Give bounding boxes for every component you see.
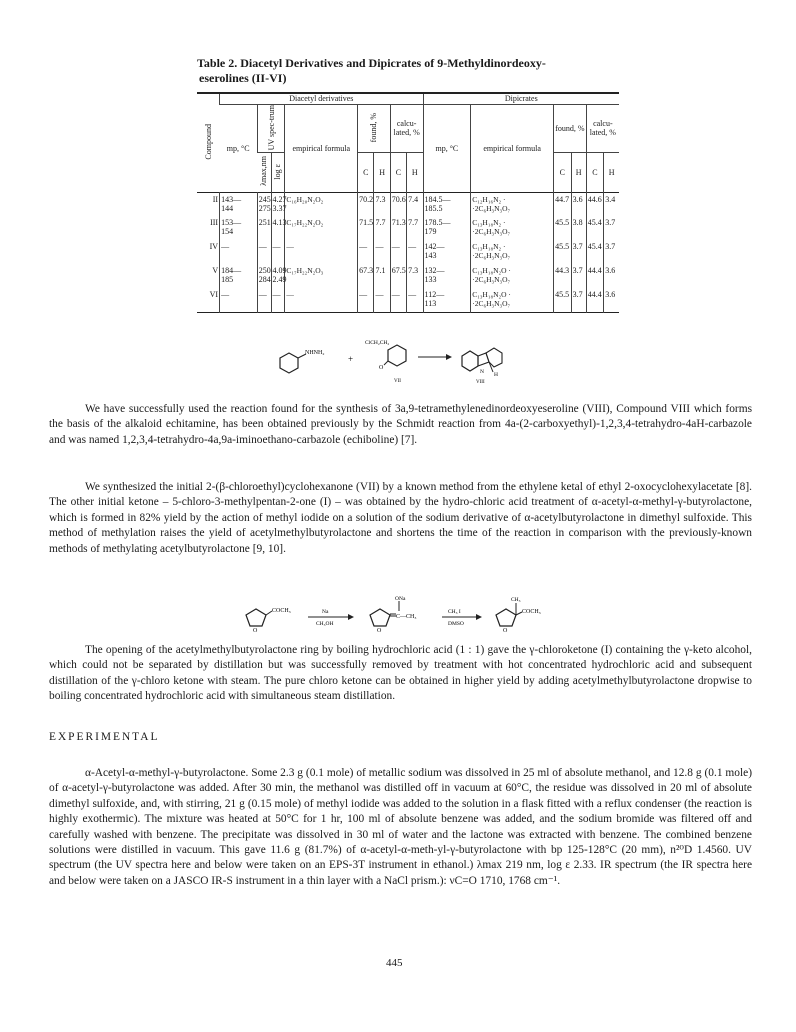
cell-cH: 7.4 (407, 192, 423, 216)
derivatives-table (197, 92, 619, 313)
cell-dmp: 178.5— 179 (423, 216, 471, 240)
cell-loge: 4.13 (271, 216, 285, 240)
cell-dformula: C₁₃H₁₈N₂O · ·2C₆H₃N₃O₇ (471, 288, 554, 312)
cell-dmp: 184.5— 185.5 (423, 192, 471, 216)
cell-formula: — (285, 240, 358, 264)
cell-fH: — (374, 240, 390, 264)
col-fc-header: C (358, 152, 374, 192)
cell-dmp: 112— 113 (423, 288, 471, 312)
cell-dcC: 45.4 (586, 216, 604, 240)
phenylhydrazine-structure (280, 350, 324, 373)
cell-dcC: 44.4 (586, 264, 604, 288)
sodium-enolate-structure (370, 596, 416, 634)
cell-fC: 71.5 (358, 216, 374, 240)
col-dformula-header: empirical formula (471, 104, 554, 192)
col-ch-header: H (407, 152, 423, 192)
cell-loge: 4.27 3.37 (271, 192, 285, 216)
col-compound-header: Compound (197, 93, 220, 192)
cell-dmp: 142— 143 (423, 240, 471, 264)
cell-loge: 4.09 2.49 (271, 264, 285, 288)
col-dfound-header: found, % (554, 104, 587, 152)
ketone-vii-structure (365, 340, 406, 384)
col-uv-header: UV spec-trum (257, 104, 285, 152)
table-row (197, 288, 619, 312)
col-mp-header: mp, °C (226, 143, 250, 153)
table-caption (197, 56, 627, 86)
chloroethyl-label: ClCH₂CH₂ (365, 340, 390, 346)
cell-formula: C₁₇H₂₂N₂O₂ (285, 216, 358, 240)
plus-sign: + (348, 354, 354, 364)
cell-dformula: C₁₃H₁₈N₂ · ·2C₆H₃N₃O₇ (471, 240, 554, 264)
cell-dcH: 3.4 (604, 192, 619, 216)
cell-dfH: 3.7 (571, 288, 586, 312)
cell-dfC: 44.3 (554, 264, 572, 288)
col-fh-header: H (374, 152, 390, 192)
cell-fC: 67.3 (358, 264, 374, 288)
cell-dformula: C₁₃H₁₈N₂ · ·2C₆H₃N₃O₇ (471, 216, 554, 240)
table-row (197, 240, 619, 264)
cell-dcH: 3.6 (604, 264, 619, 288)
methylated-lactone-structure (496, 597, 541, 634)
cell-formula: C₁₇H₂₂N₂O₃ (285, 264, 358, 288)
reaction-arrow-1 (418, 354, 452, 360)
cell-loge: — (271, 240, 285, 264)
cell-dfC: 45.5 (554, 240, 572, 264)
col-dfc-header: C (554, 152, 572, 192)
cell-lmax: — (257, 288, 271, 312)
ketone-o-label: O (379, 365, 384, 371)
paragraph-4: α-Acetyl-α-methyl-γ-butyrolactone. Some 2.3 g (0.1 mole) of metallic sodium was dissolved in 25 ml of absolute methanol, and 12.8 g (0.1 mole) of α-acetyl-γ-butyrolactone was added. After 30 min, the methanol was distilled off in vacuum at 60°C, the residue was dissolved in 20 ml of absolute dimethyl sulfoxide, and, with stirring, 21 g (0.15 mole) of methyl iodide was added to the solution in a flask fitted with a reflux condenser (the reaction is highly exothermic). The mixture was heated at 50°C for 1 hr, 100 ml of absolute benzene was added, and the sodium bromide was filtered off and carefully washed with benzene. The precipitate was dissolved in 30 ml of water and the lactone was extracted with benzene. The combined benzene solutions were distilled in vacuum. This gave 11.6 g (81.7%) of α-acetyl-α-meth-yl-γ-butyrolactone with bp 125-128°C (20 mm), n²⁰D 1.4560. UV spectrum (the UV spectra here and below were taken on an EPS-3T instrument in ethanol.) λmax 219 nm, log ε 2.33. IR spectrum (the IR spectra here and below were taken on a JASCO IR-S instrument in a thin layer with a NaCl prism.): νC=O 1710, 1768 cm⁻¹. (49, 767, 752, 887)
cell-cC: 71.3 (390, 216, 406, 240)
col-calc-header: calcu-lated, % (390, 104, 423, 152)
cell-cC: — (390, 288, 406, 312)
cell-dcH: 3.6 (604, 288, 619, 312)
cell-cmpd: IV (209, 242, 219, 252)
cell-lmax: 251 (257, 216, 271, 240)
cell-dfH: 3.8 (571, 216, 586, 240)
scheme-2 (238, 593, 568, 637)
reaction-arrow-2 (308, 609, 354, 627)
cell-cC: — (390, 240, 406, 264)
group-dipicrates-header: Dipicrates (423, 93, 619, 104)
cell-dfH: 3.6 (571, 192, 586, 216)
reaction-arrow-3 (442, 609, 482, 627)
label-vii: VII (394, 379, 401, 384)
col-dch-header: H (604, 152, 619, 192)
cell-cmpd: III (210, 218, 219, 228)
col-found-header: found, % (358, 104, 391, 152)
col-dmp-header: mp, °C (423, 104, 471, 192)
cell-fC: — (358, 288, 374, 312)
scheme-1 (270, 336, 530, 386)
cell-dformula: C₁₃H₁₈N₂O · ·2C₆H₃N₃O₇ (471, 264, 554, 288)
caption-line-1: Table 2. Diacetyl Derivatives and Dipicrates of 9-Methyldinordeoxy- (197, 56, 546, 70)
cell-fC: 70.2 (358, 192, 374, 216)
cell-dcH: 3.7 (604, 240, 619, 264)
arrow-2-bottom: CH₃OH (316, 621, 334, 627)
cell-dformula: C₁₂H₁₆N₂ · ·2C₆H₃N₃O₇ (471, 192, 554, 216)
echiboline-viii-structure (462, 348, 502, 385)
cell-cH: 7.7 (407, 216, 423, 240)
col-formula-header: empirical formula (285, 104, 358, 192)
cell-dfC: 45.5 (554, 288, 572, 312)
cell-fH: 7.1 (374, 264, 390, 288)
cell-dmp: 132— 133 (423, 264, 471, 288)
cell-fH: 7.7 (374, 216, 390, 240)
s2-sub-label: C—CH₃ (396, 614, 417, 620)
cell-mp: 143— 144 (220, 192, 258, 216)
table-row (197, 192, 619, 216)
col-cc-header: C (390, 152, 406, 192)
cell-cC: 67.5 (390, 264, 406, 288)
paragraph-3: The opening of the acetylmethylbutyrolactone ring by boiling hydrochloric acid (1 : 1) gave the γ-chloroketone (I) containing the γ-keto alcohol, which could not be separated by distillation but was successfully removed by treatment with hot concentrated hydrochloric acid and subsequent distillation of the γ-chloro ketone with steam. The pure chloro ketone can be obtained in higher yield by adding acetylmethylbutyrolactone dropwise to boiling concentrated hydrochloric acid with simultaneous steam distillation. (49, 644, 752, 703)
page-number: 445 (386, 957, 403, 969)
cell-lmax: 245 275 (257, 192, 271, 216)
s2-o-label: O (377, 628, 382, 634)
cell-fC: — (358, 240, 374, 264)
s3-sub-label: COCH₃ (522, 609, 541, 615)
col-dcalc-header: calcu-lated, % (586, 104, 619, 152)
cell-fH: — (374, 288, 390, 312)
acetylbutyrolactone-structure (246, 608, 291, 634)
cell-fH: 7.3 (374, 192, 390, 216)
cell-lmax: — (257, 240, 271, 264)
cell-cmpd: II (212, 194, 219, 204)
cell-cmpd: VI (209, 290, 219, 300)
cell-lmax: 250 284 (257, 264, 271, 288)
cell-cH: 7.3 (407, 264, 423, 288)
cell-formula: — (285, 288, 358, 312)
cell-cC: 70.6 (390, 192, 406, 216)
cell-cH: — (407, 288, 423, 312)
s3-o-label: O (503, 628, 508, 634)
paragraph-2: We synthesized the initial 2-(β-chloroethyl)cyclohexanone (VII) by a known method from the ethylene ketal of ethyl 2-oxocyclohexylacetate [8]. The other initial ketone – 5-chloro-3-methylpentan-2-one (I) – was obtained by the hydro-chloric acid treatment of α-acetyl-α-methyl-γ-butyrolactone, which is formed in 82% yield by the action of methyl iodide on a solution of the sodium derivative of α-acetylbutyrolactone in dimethyl sulfoxide. This method of methylation raises the yield of acetylmethylbutyrolactone and shortens the time of the reaction in comparison with the previously-known methods of methylating acetylbutyrolactone [9, 10]. (49, 481, 752, 555)
cell-mp: — (220, 240, 258, 264)
cell-mp: 153— 154 (220, 216, 258, 240)
cell-dfH: 3.7 (571, 264, 586, 288)
s2-top-label: ONa (395, 596, 406, 602)
paragraph-1: We have successfully used the reaction found for the synthesis of 3a,9-tetramethylenedinordeoxyeseroline (VIII), Compound VIII which forms the basis of the alkaloid echitamine, has been obtained previously by the Schmidt reaction from 4a-(2-carboxyethyl)-1,2,3,4-tetrahydro-4aH-carbazole and was named 1,2,3,4-tetrahydro-4a,9a-iminoethano-carbazole (echiboline) [7]. (49, 403, 752, 446)
col-loge-header: log ε (271, 152, 285, 192)
cell-dfC: 44.7 (554, 192, 572, 216)
col-dfh-header: H (571, 152, 586, 192)
cell-cH: — (407, 240, 423, 264)
cell-dcC: 44.6 (586, 192, 604, 216)
arrow-3-bottom: DMSO (448, 621, 464, 627)
cell-formula: C₁₆H₂₀N₂O₂ (285, 192, 358, 216)
cell-mp: 184— 185 (220, 264, 258, 288)
s1-sub-label: COCH₃ (272, 608, 291, 614)
viii-n-label: N (480, 369, 484, 375)
cell-loge: — (271, 288, 285, 312)
group-diacetyl-header: Diacetyl derivatives (220, 93, 423, 104)
caption-line-2: eserolines (II-VI) (199, 71, 287, 85)
arrow-3-top: CH₃ I (448, 609, 461, 615)
viii-h-label: H (494, 372, 498, 378)
label-viii: VIII (476, 380, 485, 385)
cell-dcH: 3.7 (604, 216, 619, 240)
cell-dfC: 45.5 (554, 216, 572, 240)
s3-top-label: CH₃ (511, 597, 521, 603)
col-dcc-header: C (586, 152, 604, 192)
s1-o-label: O (253, 628, 258, 634)
arrow-2-top: Na (322, 609, 329, 615)
cell-dcC: 45.4 (586, 240, 604, 264)
phenylhydrazine-label: NHNH₂ (305, 350, 325, 356)
col-lmax-header: λmax,nm (259, 156, 269, 187)
experimental-heading: EXPERIMENTAL (49, 731, 160, 743)
cell-dcC: 44.4 (586, 288, 604, 312)
table-row (197, 264, 619, 288)
cell-dfH: 3.7 (571, 240, 586, 264)
cell-cmpd: V (212, 266, 219, 276)
table-row (197, 216, 619, 240)
cell-mp: — (220, 288, 258, 312)
